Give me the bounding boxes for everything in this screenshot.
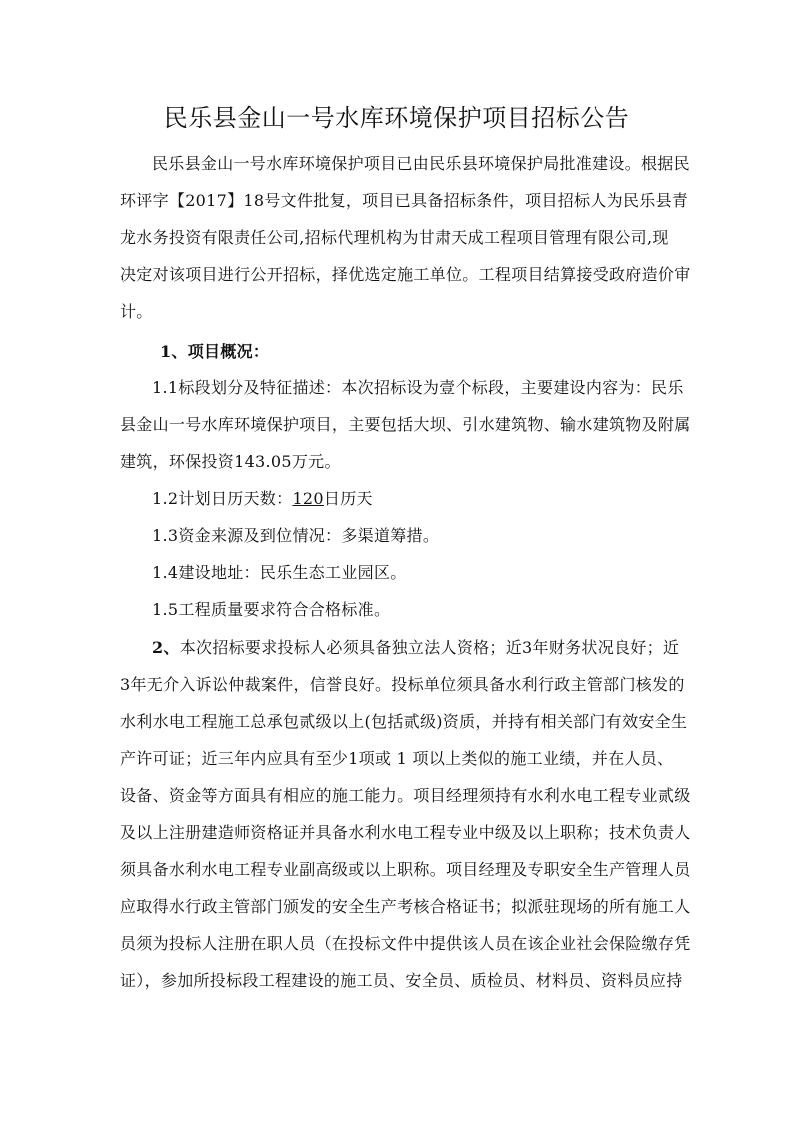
intro-line: 民乐县金山一号水库环境保护项目已由民乐县环境保护局批准建设。根据民 bbox=[152, 154, 690, 173]
calendar-days-value: 120 bbox=[292, 489, 324, 508]
paragraph-line: 须具备水利水电工程专业副高级或以上职称。项目经理及专职安全生产管理人员 bbox=[120, 860, 691, 879]
paragraph-line: 1.4建设地址：民乐生态工业园区。 bbox=[152, 563, 407, 582]
paragraph-line: 水利水电工程施工总承包贰级以上(包括贰级)资质，并持有相关部门有效安全生 bbox=[120, 712, 688, 731]
paragraph-line: 设备、资金等方面具有相应的施工能力。项目经理须持有水利水电工程专业贰级 bbox=[120, 786, 691, 805]
paragraph-line: 产许可证；近三年内应具有至少1项或 1 项以上类似的施工业绩，并在人员、 bbox=[120, 749, 674, 768]
paragraph-line: 建筑，环保投资143.05万元。 bbox=[120, 452, 341, 471]
paragraph-line: 1.5工程质量要求符合合格标准。 bbox=[152, 600, 391, 619]
intro-line: 决定对该项目进行公开招标，择优选定施工单位。工程项目结算接受政府造价审 bbox=[120, 265, 691, 284]
paragraph-line: 应取得水行政主管部门颁发的安全生产考核合格证书；拟派驻现场的所有施工人 bbox=[120, 897, 691, 916]
item-suffix: 日历天 bbox=[323, 489, 373, 508]
item-label: 1.2计划日历天数： bbox=[152, 489, 293, 508]
intro-line: 环评字【2017】18号文件批复，项目已具备招标条件，项目招标人为民乐县青 bbox=[120, 191, 689, 210]
paragraph-line: 1.3资金来源及到位情况：多渠道筹措。 bbox=[152, 526, 440, 545]
section-number: 2、 bbox=[152, 638, 180, 657]
paragraph-line bbox=[152, 636, 679, 660]
document-title: 民乐县金山一号水库环境保护项目招标公告 bbox=[163, 104, 630, 132]
paragraph-line bbox=[152, 487, 373, 511]
paragraph-line: 1.1标段划分及特征描述：本次招标设为壹个标段，主要建设内容为：民乐 bbox=[152, 378, 684, 397]
paragraph-line: 及以上注册建造师资格证并具备水利水电工程专业中级及以上职称；技术负责人 bbox=[120, 823, 691, 842]
paragraph-line: 员须为投标人注册在职人员（在投标文件中提供该人员在该企业社会保险缴存凭 bbox=[120, 934, 691, 953]
paragraph-line: 3年无介入诉讼仲裁案件，信誉良好。投标单位须具备水利行政主管部门核发的 bbox=[120, 675, 685, 694]
intro-line: 计。 bbox=[120, 302, 153, 321]
intro-line: 龙水务投资有限责任公司,招标代理机构为甘肃天成工程项目管理有限公司,现 bbox=[120, 228, 669, 247]
paragraph-line: 县金山一号水库环境保护项目，主要包括大坝、引水建筑物、输水建筑物及附属 bbox=[120, 415, 691, 434]
paragraph-line: 证），参加所投标段工程建设的施工员、安全员、质检员、材料员、资料员应持 bbox=[120, 971, 683, 990]
section-text: 本次招标要求投标人必须具备独立法人资格；近3年财务状况良好；近 bbox=[179, 638, 680, 657]
section-heading: 1、项目概况： bbox=[160, 342, 270, 361]
